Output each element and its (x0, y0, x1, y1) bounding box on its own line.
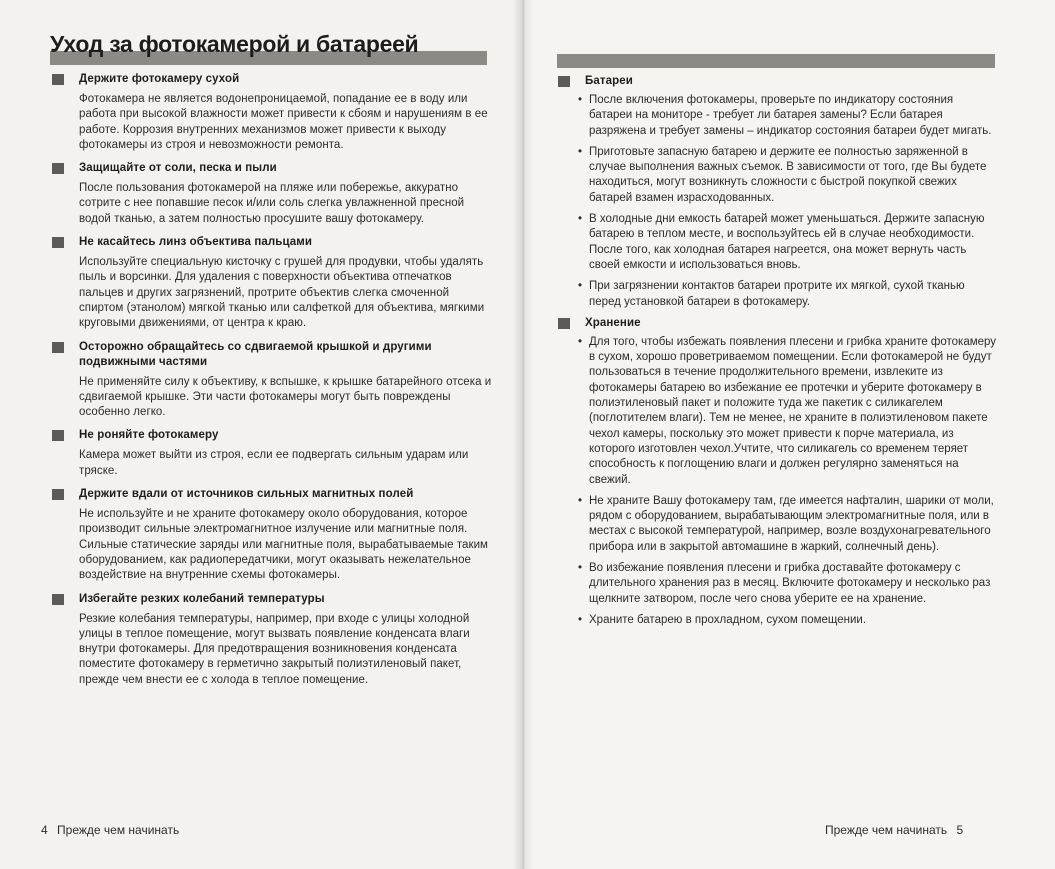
section-text: Резкие колебания температуры, например, при входе с улицы холодной улицы в теплое помещение, могут вызвать появление конденсата влаги внутри фотокамеры. Для предотвращения возникновения конденсата поместите фотокамеру в герметично закрытый полиэтиленовый пакет, прежде чем внести ее с холода в теплое помещение. (79, 612, 470, 686)
bullet-dot-icon: • (578, 335, 583, 348)
bullet-dot-icon: • (578, 94, 583, 106)
section-text: После пользования фотокамерой на пляже или побережье, аккуратно сотрите с нее попавшие песок и/или соль слегка увлажненной пресной водой тканью, а затем полностью просушите вашу фотокамеру. (79, 182, 465, 225)
page-title: Уход за фотокамерой и батареей (50, 31, 419, 57)
section-lens-care (52, 235, 492, 331)
section-heading: Защищайте от соли, песка и пыли (52, 161, 492, 176)
square-bullet-icon (52, 594, 64, 605)
section-do-not-drop (52, 428, 492, 479)
list-item: • Храните батарею в прохладном, сухом помещении. (558, 613, 998, 628)
bullet-dot-icon: • (578, 494, 583, 507)
section-heading: Не роняйте фотокамеру (52, 428, 492, 443)
section-storage (558, 316, 998, 628)
section-text: Не используйте и не храните фотокамеру около оборудования, которое производит сильные электромагнитное излучение или магнитные поля. Сильные статические заряды или магнитные поля, вырабатываемые таким оборудованием, как радиопередатчики, могут оказывать нежелательное воздействие на внутренние схемы фотокамеры. (79, 508, 489, 582)
section-heading: Держите вдали от источников сильных магнитных полей (52, 487, 492, 502)
page-number: 4 (41, 823, 48, 837)
list-item: • Приготовьте запасную батарею и держите ее полностью заряженной в случае выполнения важных съемок. В зависимости от того, где Вы будете находиться, могут возникнуть сложности с быстрой покупкой свежих батарей взамен израсходованных. (578, 145, 987, 204)
section-keep-dry (52, 72, 492, 153)
section-text: Не применяйте силу к объективу, к вспышке, к крышке батарейного отсека и сдвигаемой крышке. Эти части фотокамеры могут быть повреждены особенно легко. (79, 375, 492, 419)
right-page (522, 0, 1055, 869)
bullet-list (558, 93, 998, 310)
square-bullet-icon (52, 430, 64, 441)
square-bullet-icon (52, 237, 64, 248)
section-text: Камера может выйти из строя, если ее подвергать сильным ударам или тряске. (79, 449, 469, 477)
book-gutter-shadow (512, 0, 534, 869)
left-page (0, 0, 522, 869)
bullet-dot-icon: • (578, 562, 583, 575)
section-moving-parts (52, 340, 492, 421)
square-bullet-icon (52, 342, 64, 353)
square-bullet-icon (558, 76, 570, 87)
header-band (557, 54, 995, 68)
page-footer-left (35, 823, 179, 837)
list-item: • В холодные дни емкость батарей может уменьшаться. Держите запасную батарею в теплом месте, и воспользуйтесь ей в случае необходимости. После того, как холодная батарея нагреется, она может вернуть часть своей емкости и использоваться вновь. (578, 213, 985, 271)
section-heading: Хранение (558, 316, 998, 331)
section-temperature (52, 592, 492, 688)
bullet-dot-icon: • (578, 213, 583, 226)
right-page-content (558, 74, 998, 634)
list-item: • После включения фотокамеры, проверьте по индикатору состояния батареи на мониторе - требует ли батарея замены? Если батарея разряжена и требует замены – индикатор состояния батареи будет мигать. (578, 94, 992, 137)
page-number: 5 (956, 823, 964, 837)
section-heading: Не касайтесь линз объектива пальцами (52, 235, 492, 250)
square-bullet-icon (52, 489, 64, 500)
footer-text: Прежде чем начинать (57, 823, 180, 837)
list-item: • Во избежание появления плесени и грибка доставайте фотокамеру с длительного хранения раз в месяц. Включите фотокамеру и несколько раз щелкните затвором, после чего снова уберите ее на хранение. (578, 562, 991, 605)
section-heading: Держите фотокамеру сухой (52, 72, 492, 87)
list-item: • Не храните Вашу фотокамеру там, где имеется нафталин, шарики от моли, рядом с оборудованием, вырабатывающим электромагнитные поля, или в местах с высокой температурой, например, возле воздухонагревательного прибора или в закрытой автомашине в жаркий, солнечный день). (578, 494, 994, 553)
square-bullet-icon (558, 318, 570, 329)
bullet-list (558, 335, 998, 628)
section-text: Используйте специальную кисточку с грушей для продувки, чтобы удалять пыль и ворсинки. Для удаления с поверхности объектива отпечатков пальцев и других загрязнений, протрите объектив слегка смоченной спиртом (этанолом) мягкой тканью или салфеткой для объектива, мягкими круговыми движениями, от центра к краю. (79, 256, 485, 330)
section-salt-sand-dust (52, 161, 492, 227)
section-text: Фотокамера не является водонепроницаемой, попадание ее в воду или работа при высокой влажности может привести к сбоям и нарушениям в ее работе. Коррозия внутренних механизмов может привести к выходу фотокамеры из строя и невозможности ремонта. (79, 93, 488, 151)
bullet-dot-icon: • (578, 613, 583, 626)
square-bullet-icon (52, 163, 64, 174)
bullet-dot-icon: • (578, 280, 583, 293)
bullet-dot-icon: • (578, 145, 583, 158)
section-heading: Осторожно обращайтесь со сдвигаемой крышкой и другими подвижными частями (52, 340, 492, 370)
section-heading: Избегайте резких колебаний температуры (52, 592, 492, 607)
square-bullet-icon (52, 74, 64, 85)
page-footer-right (825, 823, 969, 837)
footer-text: Прежде чем начинать (825, 823, 948, 837)
section-batteries (558, 74, 998, 310)
section-heading: Батареи (558, 74, 998, 89)
list-item: • Для того, чтобы избежать появления плесени и грибка храните фотокамеру в сухом, хорошо проветриваемом помещении. Если фотокамерой не будут пользоваться в течение продолжительного времени, извлеките из фотокамеры батарею во избежание ее протечки и уберите фотокамеру в полиэтиленовый пакет и положите туда же пакетик с силикагелем (поглотителем влаги). Тем не менее, не храните в полиэтиленовом пакете чехол камеры, поскольку это может привести к порче материала, из которого изготовлен чехол.Учтите, что силикагель со временем теряет способность к поглощению влаги и должен регулярно заменяться на свежий. (578, 335, 997, 486)
list-item: • При загрязнении контактов батареи протрите их мягкой, сухой тканью перед установкой батареи в фотокамеру. (578, 280, 965, 308)
left-page-content (52, 72, 492, 696)
section-magnetic-fields (52, 487, 492, 583)
